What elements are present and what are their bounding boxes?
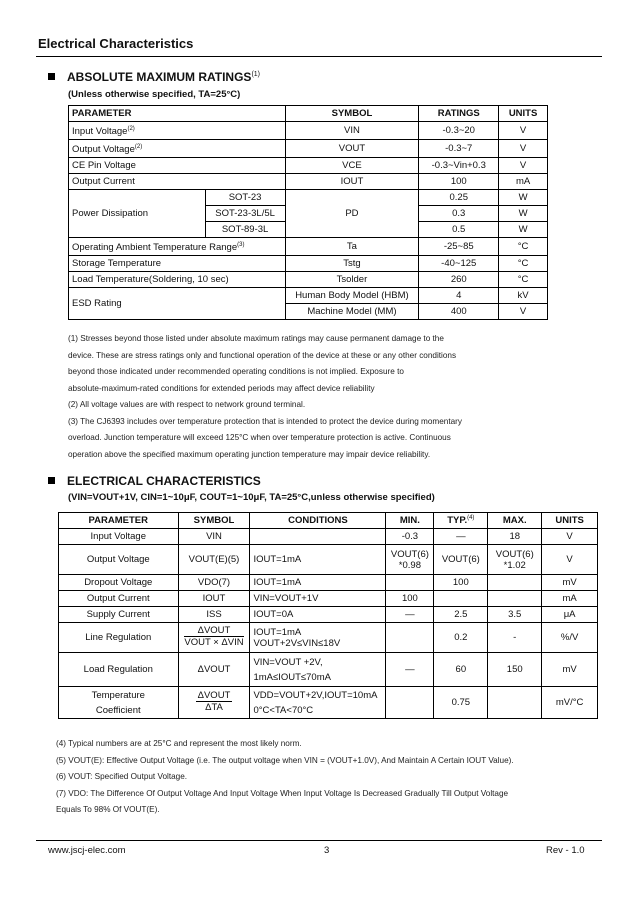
table-row: Storage Temperature Tstg -40~125 °C bbox=[69, 256, 548, 272]
table-row: Power Dissipation SOT-23 PD 0.25 W bbox=[69, 190, 548, 206]
table-row: Temperature Coefficient $\frac{\text{ΔVOUT}}{\text{ΔTA}}$ VDD=VOUT+2V,IOUT=10mA 0°C<TA<70°C 0.75 mV/°C bbox=[59, 687, 598, 719]
elec-table: PARAMETER SYMBOL CONDITIONS MIN. TYP.$^{(4)}$ MAX. UNITS Input Voltage VIN -0.3 — 18 V Output Voltage VOUT(E)(5) IOUT=1mA VOUT(6) *0.98 VOUT(6) VOUT(6) *1.02 V Dropout Voltage VDO(7) IOUT=1mA 100 mV Output Current IOUT VIN=VOUT+1V 100 mA Supply Current ISS IOUT=0A — 2.5 3.5 μA Line Regulation $\frac{\text{ΔVOUT}}{\text{VOUT × ΔVIN}}$ IOUT=1mA VOUT+2V≤VIN≤18V 0.2 - %/V Load Regulation ΔVOUT VIN=VOUT +2V, 1mA≤IOUT≤70mA — 60 150 mV Temperature Coefficient $\frac{\text{ΔVOUT}}{\text{ΔTA}}$ VDD=VOUT+2V,IOUT=10mA 0°C<TA<70°C 0.75 mV/°C bbox=[58, 512, 598, 719]
table-row: Input Voltage$^{(2)}$ VIN -0.3~20 V bbox=[69, 122, 548, 140]
table-row: Output Current IOUT VIN=VOUT+1V 100 mA bbox=[59, 591, 598, 607]
elec-conditions: (VIN=VOUT+1V, CIN=1~10μF, COUT=1~10μF, TA=25°C,unless otherwise specified) bbox=[68, 492, 435, 503]
table-row: Load Regulation ΔVOUT VIN=VOUT +2V, 1mA≤IOUT≤70mA — 60 150 mV bbox=[59, 653, 598, 687]
elec-heading: ELECTRICAL CHARACTERISTICS bbox=[48, 474, 261, 488]
abs-max-heading: ABSOLUTE MAXIMUM RATINGS$^{(1)}$ bbox=[48, 70, 260, 84]
table-row: Line Regulation $\frac{\text{ΔVOUT}}{\text{VOUT × ΔVIN}}$ IOUT=1mA VOUT+2V≤VIN≤18V 0.2 - %/V bbox=[59, 623, 598, 653]
page-title: Electrical Characteristics bbox=[38, 36, 194, 51]
bullet-icon bbox=[48, 477, 55, 484]
col-ratings: RATINGS bbox=[419, 106, 499, 122]
col-parameter: PARAMETER bbox=[69, 106, 286, 122]
col-units: UNITS bbox=[499, 106, 548, 122]
table-row: Output Voltage VOUT(E)(5) IOUT=1mA VOUT(6) *0.98 VOUT(6) VOUT(6) *1.02 V bbox=[59, 545, 598, 575]
table-row: ESD Rating Human Body Model (HBM) 4 kV bbox=[69, 288, 548, 304]
footer-url[interactable]: www.jscj-elec.com bbox=[48, 845, 126, 856]
table-row: SOT-89-3L 0.5 W bbox=[69, 222, 548, 238]
table-row: SOT-23-3L/5L 0.3 W bbox=[69, 206, 548, 222]
footer-rule bbox=[36, 840, 602, 841]
abs-notes: (1) Stresses beyond those listed under absolute maximum ratings may cause permanent damage to the device. These are stress ratings only and functional operation of the device at these or any other conditions beyond those indicated under recommended operating conditions is not implied. Exposure to absolute-maximum-rated conditions for extended periods may affect device reliability (2) All voltage values are with respect to network ground terminal. (3) The CJ6393 includes over temperature protection that is intended to protect the device during momentary overload. Junction temperature will exceed 125°C when over temperature protection is active. Continuous operation above the specified maximum operating junction temperature may impair device reliability. bbox=[68, 334, 462, 459]
table-row: Load Temperature(Soldering, 10 sec) Tsolder 260 °C bbox=[69, 272, 548, 288]
table-row: Operating Ambient Temperature Range$^{(3)}$ Ta -25~85 °C bbox=[69, 238, 548, 256]
table-row: Dropout Voltage VDO(7) IOUT=1mA 100 mV bbox=[59, 575, 598, 591]
header-rule bbox=[36, 56, 602, 57]
table-row: Machine Model (MM) 400 V bbox=[69, 304, 548, 320]
elec-notes: (4) Typical numbers are at 25°C and represent the most likely norm. (5) VOUT(E): Effective Output Voltage (i.e. The output voltage when VIN = (VOUT+1.0V), And Maintain A Certain IOUT Value). (6) VOUT: Specified Output Voltage. (7) VDO: The Difference Of Output Voltage And Input Voltage When Input Voltage Is Decreased Gradually Till Output Voltage Equals To 98% Of VOUT(E). bbox=[56, 739, 514, 814]
page-number: 3 bbox=[324, 845, 330, 856]
abs-conditions: (Unless otherwise specified, TA=25°C) bbox=[68, 89, 241, 100]
table-row: Output Current IOUT 100 mA bbox=[69, 174, 548, 190]
table-row: Supply Current ISS IOUT=0A — 2.5 3.5 μA bbox=[59, 607, 598, 623]
table-row: Output Voltage$^{(2)}$ VOUT -0.3~7 V bbox=[69, 140, 548, 158]
bullet-icon bbox=[48, 73, 55, 80]
col-symbol: SYMBOL bbox=[285, 106, 419, 122]
table-row: Input Voltage VIN -0.3 — 18 V bbox=[59, 529, 598, 545]
table-row: CE Pin Voltage VCE -0.3~Vin+0.3 V bbox=[69, 158, 548, 174]
abs-max-table bbox=[68, 105, 548, 320]
revision: Rev - 1.0 bbox=[546, 845, 585, 856]
